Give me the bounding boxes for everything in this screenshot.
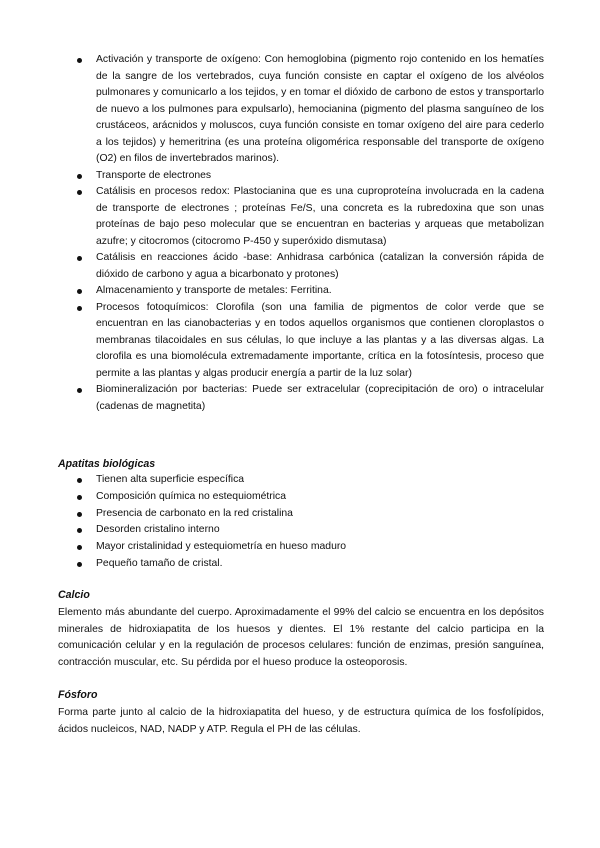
list-item-text: Procesos fotoquímicos: Clorofila (son una familia de pigmentos de color verde que se encuentran en las cianobacterias y en todos aquellos organismos que contienen cloroplastos o membranas tilacoidales en sus células, lo que incluye a las plantas y a las diversas algas. La clorofila es una biomolécula extremadamente importante, crítica en la fotosíntesis, proceso que permite a las plantas y algas producir energía a partir de la luz solar) xyxy=(96,301,544,379)
list-item-text: Biomineralización por bacterias: Puede ser extracelular (coprecipitación de oro) o intracelular (cadenas de magnetita) xyxy=(96,384,544,412)
list-item xyxy=(60,539,544,556)
bullet-icon xyxy=(77,512,82,517)
fosforo-heading: Fósforo xyxy=(58,689,98,701)
list-item-text: Tienen alta superficie específica xyxy=(96,474,245,485)
list-item-biomineralization xyxy=(60,382,544,415)
bullet-icon xyxy=(77,174,82,179)
list-item-text: Almacenamiento y transporte de metales: Ferritina. xyxy=(96,285,332,296)
bullet-icon xyxy=(77,289,82,294)
fosforo-paragraph: Forma parte junto al calcio de la hidroxiapatita del hueso, y de estructura química de los fosfolípidos, ácidos nucleicos, NAD, NADP y ATP. Regula el PH de las células. xyxy=(58,707,544,735)
bullet-icon xyxy=(77,478,82,483)
list-item-metal-storage xyxy=(60,283,544,300)
apatitas-list xyxy=(60,472,544,573)
list-item-text: Mayor cristalinidad y estequiometría en hueso maduro xyxy=(96,541,347,553)
calcio-heading: Calcio xyxy=(58,589,90,601)
list-item xyxy=(60,522,544,539)
list-item-text: Presencia de carbonato en la red cristalina xyxy=(96,507,293,519)
list-item-text: Catálisis en reacciones ácido -base: Anhidrasa carbónica (catalizan la conversión rápida de dióxido de carbono y agua a bicarbonato y protones) xyxy=(96,252,544,280)
list-item xyxy=(60,472,544,489)
list-item-acid-base-catalysis xyxy=(60,250,544,283)
list-item-oxygen-transport xyxy=(60,52,544,168)
list-item-text: Catálisis en procesos redox: Plastocianina que es una cuproproteína involucrada en la cadena de transporte de electrones ; proteínas Fe/S, una concreta es la rubredoxina que son unas proteínas de bajo peso molecular que se encuentran en bacterias y arqueas que metabolizan azufre; y citocromos (citocromo P-450 y superóxido dismutasa) xyxy=(96,186,544,247)
list-item xyxy=(60,489,544,506)
calcio-paragraph: Elemento más abundante del cuerpo. Aproximadamente el 99% del calcio se encuentra en los depósitos minerales de hidroxiapatita de los huesos y dientes. El 1% restante del calcio participa en la comunicación celular y en la regulación de procesos celulares: función de enzimas, presión sanguínea, contracción muscular, etc. Su pérdida por el hueso produce la osteoporosis. xyxy=(58,607,544,668)
apatitas-heading: Apatitas biológicas xyxy=(58,458,156,470)
bullet-icon xyxy=(77,306,82,311)
bullet-icon xyxy=(77,545,82,550)
list-item-text: Pequeño tamaño de cristal. xyxy=(96,557,223,569)
list-item-text: Transporte de electrones xyxy=(96,169,212,181)
bio-functions-list xyxy=(60,52,544,415)
bullet-icon xyxy=(77,388,82,393)
list-item-photochemical xyxy=(60,300,544,383)
list-item-redox-catalysis xyxy=(60,184,544,250)
bullet-icon xyxy=(77,256,82,261)
list-item xyxy=(60,556,544,573)
list-item-text: Activación y transporte de oxígeno: Con hemoglobina (pigmento rojo contenido en los hematíes de la sangre de los vertebrados, cuya función consiste en captar el oxígeno de los alvéolos pulmonares y comunicarlo a los tejidos, y en tomar el dióxido de carbono de estos y transportarlo de nuevo a los pulmones para expulsarlo), hemocianina (pigmento del plasma sanguíneo de los crustáceos, arácnidos y moluscos, cuya función consiste en tomar oxígeno del aire para cederlo a los tejidos) y hemeritrina (es una proteína oligomérica responsable del transporte de oxígeno (O2) en filos de invertebrados marinos). xyxy=(96,54,544,164)
list-item-electron-transport xyxy=(60,168,544,185)
bullet-icon xyxy=(77,562,82,567)
bullet-icon xyxy=(77,58,82,63)
bullet-icon xyxy=(77,190,82,195)
list-item xyxy=(60,506,544,523)
list-item-text: Composición química no estequiométrica xyxy=(96,490,287,502)
list-item-text: Desorden cristalino interno xyxy=(96,524,220,536)
bullet-icon xyxy=(77,528,82,533)
bullet-icon xyxy=(77,495,82,500)
